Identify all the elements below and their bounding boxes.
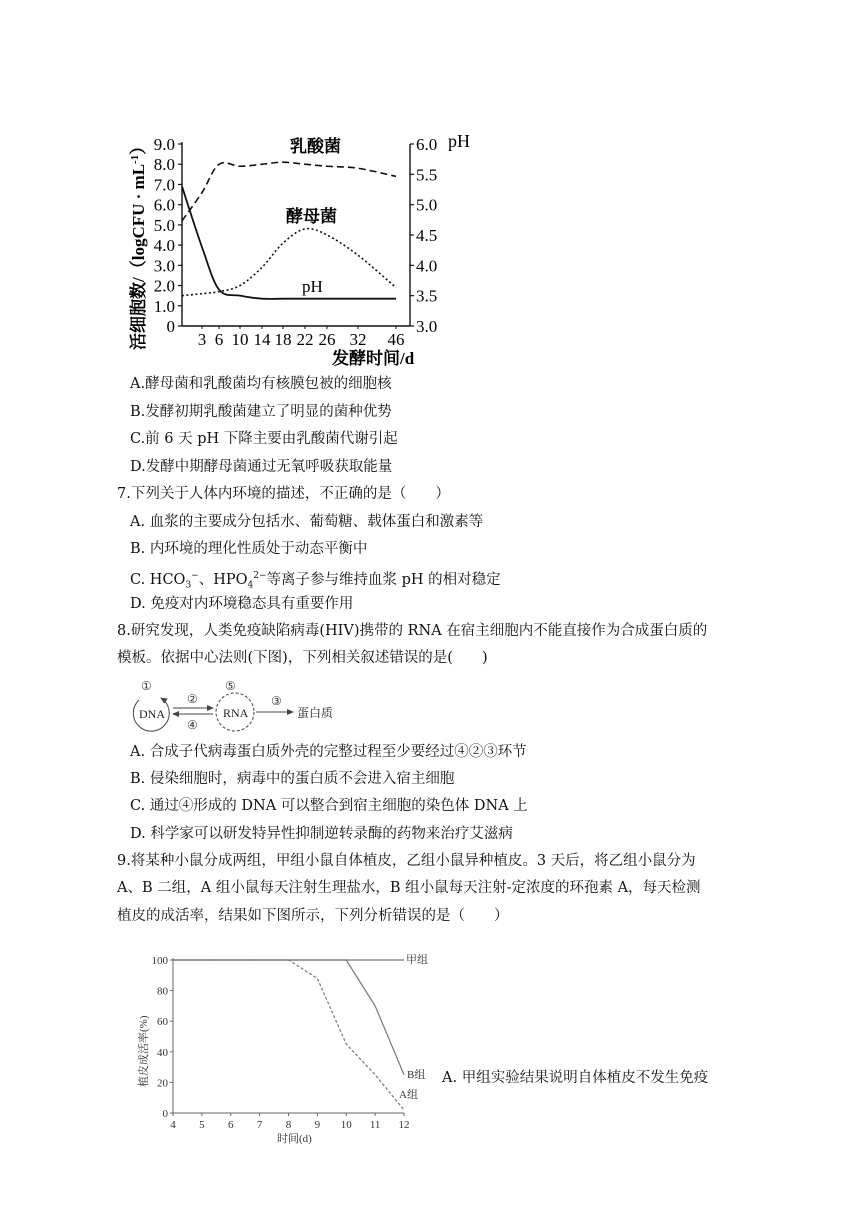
series-line-2 xyxy=(182,186,396,298)
right-tick-label: 3.0 xyxy=(416,317,438,336)
label-2: ② xyxy=(187,692,198,706)
x-tick-label: 26 xyxy=(318,330,336,349)
q7-stem: 7.下列关于人体内环境的描述，不正确的是（ ） xyxy=(117,486,450,502)
x-tick-label: 46 xyxy=(387,330,405,349)
x-tick-label: 14 xyxy=(253,330,271,349)
chart1-xlabel: 发酵时间/d xyxy=(332,349,415,368)
q9-stem-line3: 植皮的成活率，结果如下图所示，下列分析错误的是（ ） xyxy=(117,908,509,924)
q7-option-b: B. 内环境的理化性质处于动态平衡中 xyxy=(130,541,368,557)
chart2-xlabel: 时间(d) xyxy=(277,1133,312,1145)
right-tick-label: 5.0 xyxy=(416,195,438,215)
right-tick-label: 4.5 xyxy=(416,226,438,245)
q9-stem-line1: 9.将某种小鼠分成两组，甲组小鼠自体植皮，乙组小鼠异种植皮。3 天后，将乙组小鼠分为 xyxy=(117,853,696,869)
x-tick-label: 8 xyxy=(285,1119,292,1131)
y-tick-label: 80 xyxy=(157,985,168,998)
protein-label: 蛋白质 xyxy=(297,706,334,720)
q8-stem-line1: 8.研究发现，人类免疫缺陷病毒(HIV)携带的 RNA 在宿主细胞内不能直接作为合成蛋白质的 xyxy=(117,623,708,639)
y-tick-label: 60 xyxy=(157,1016,168,1029)
series-line-1 xyxy=(182,229,396,296)
x-tick-label: 18 xyxy=(274,330,292,349)
q8-option-b: B. 侵染细胞时，病毒中的蛋白质不会进入宿主细胞 xyxy=(130,771,455,787)
left-tick-label: 4.0 xyxy=(153,236,175,256)
right-tick-label: 6.0 xyxy=(416,135,438,154)
central-dogma-diagram xyxy=(125,676,355,738)
x-tick-label: 3 xyxy=(197,330,207,349)
y-tick-label: 100 xyxy=(151,955,168,967)
label-1: ① xyxy=(141,679,152,693)
series-label-jia: 甲组 xyxy=(406,954,428,966)
q9-stem-line2: A、B 二组，A 组小鼠每天注射生理盐水，B 组小鼠每天注射-定浓度的环孢素 A，每天检测 xyxy=(117,880,701,896)
series-label-lactobacillus: 乳酸菌 xyxy=(290,137,341,156)
right-tick-label: 4.0 xyxy=(416,256,438,276)
graft-series-2 xyxy=(173,960,404,1110)
left-tick-label: 9.0 xyxy=(153,135,175,154)
chart1-ylabel-right: pH xyxy=(448,131,470,151)
q8-option-a: A. 合成子代病毒蛋白质外壳的完整过程至少要经过④②③环节 xyxy=(130,744,527,760)
q7-option-c: C. $HCO_3^-$、$HPO_4^{2-}$等离子参与维持血浆 pH 的相对稳定 xyxy=(130,571,501,591)
x-tick-label: 7 xyxy=(256,1119,263,1131)
x-tick-label: 22 xyxy=(296,330,314,349)
q6-option-a: A.酵母菌和乳酸菌均有核膜包被的细胞核 xyxy=(130,376,392,392)
x-tick-label: 10 xyxy=(231,330,249,349)
left-tick-label: 7.0 xyxy=(153,175,175,195)
q9-option-a: A. 甲组实验结果说明自体植皮不发生免疫 xyxy=(442,1070,709,1086)
series-label-b: B组 xyxy=(407,1069,426,1081)
q8-option-d: D. 科学家可以研发特异性抑制逆转录酶的药物来治疗艾滋病 xyxy=(130,826,513,842)
graft-series-1 xyxy=(173,960,404,1075)
x-tick-label: 9 xyxy=(314,1119,321,1131)
q6-option-b: B.发酵初期乳酸菌建立了明显的菌种优势 xyxy=(130,404,392,420)
x-tick-label: 6 xyxy=(228,1119,234,1131)
left-tick-label: 5.0 xyxy=(153,215,175,235)
x-tick-label: 6 xyxy=(214,330,224,349)
q6-option-d: D.发酵中期酵母菌通过无氧呼吸获取能量 xyxy=(130,459,393,475)
skin-graft-chart xyxy=(130,945,450,1153)
q8-stem-line2: 模板。依据中心法则(下图)，下列相关叙述错误的是( ) xyxy=(117,650,488,666)
x-tick-label: 12 xyxy=(398,1119,410,1131)
series-label-ph: pH xyxy=(302,277,323,296)
chart2-ylabel: 植皮成活率(%) xyxy=(138,1015,150,1087)
series-label-yeast: 酵母菌 xyxy=(286,207,337,226)
q7-option-a: A. 血浆的主要成分包括水、葡萄糖、载体蛋白和激素等 xyxy=(130,514,484,530)
right-tick-label: 3.5 xyxy=(416,286,438,306)
left-tick-label: 1.0 xyxy=(153,296,175,316)
q6-option-c: C.前 6 天 pH 下降主要由乳酸菌代谢引起 xyxy=(130,431,398,447)
label-3: ③ xyxy=(271,694,282,708)
x-tick-label: 32 xyxy=(349,330,367,349)
left-tick-label: 8.0 xyxy=(153,155,175,175)
x-tick-label: 11 xyxy=(369,1119,381,1131)
q7-option-d: D. 免疫对内环境稳态具有重要作用 xyxy=(130,596,354,612)
y-tick-label: 0 xyxy=(162,1108,168,1120)
rna-label: RNA xyxy=(223,706,249,720)
y-tick-label: 40 xyxy=(157,1046,168,1059)
q8-option-c: C. 通过④形成的 DNA 可以整合到宿主细胞的染色体 DNA 上 xyxy=(130,798,528,814)
label-4: ④ xyxy=(187,718,198,732)
y-tick-label: 20 xyxy=(157,1077,168,1090)
x-tick-label: 4 xyxy=(170,1119,176,1131)
fermentation-chart xyxy=(120,100,500,375)
dna-label: DNA xyxy=(139,707,165,721)
series-label-a: A组 xyxy=(399,1089,418,1101)
x-tick-label: 5 xyxy=(199,1119,205,1131)
left-tick-label: 2.0 xyxy=(153,276,175,296)
left-tick-label: 6.0 xyxy=(153,195,175,215)
right-tick-label: 5.5 xyxy=(416,165,438,185)
label-5: ⑤ xyxy=(225,679,236,693)
chart1-ylabel-left: 活细胞数/（logCFU · $mL^{-1}$） xyxy=(129,137,148,350)
left-tick-label: 0 xyxy=(166,317,175,336)
x-tick-label: 10 xyxy=(340,1119,352,1131)
left-tick-label: 3.0 xyxy=(153,256,175,276)
